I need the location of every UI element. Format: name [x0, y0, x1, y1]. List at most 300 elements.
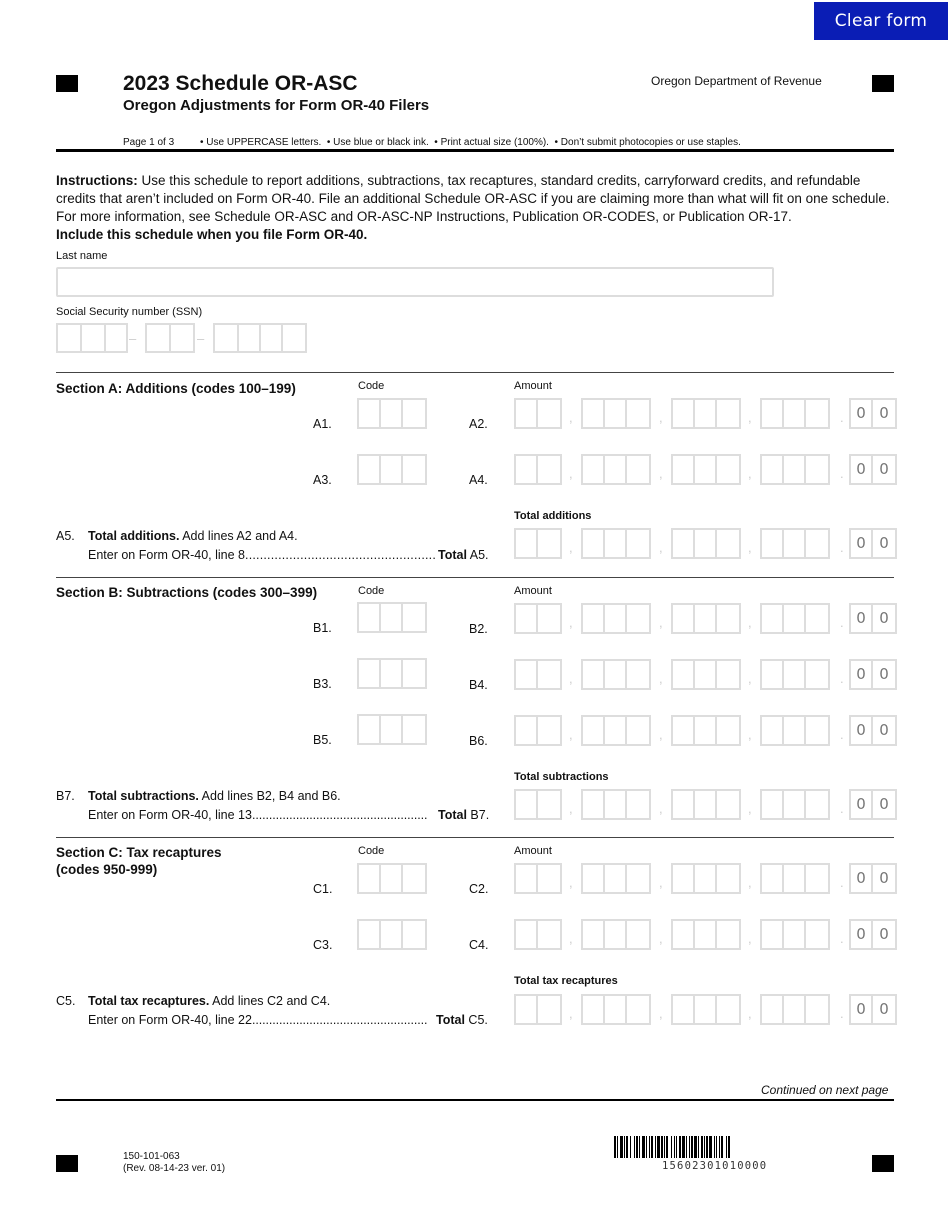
code-digit-cell[interactable] — [359, 400, 381, 427]
cents-digit[interactable]: 0 — [879, 404, 889, 422]
code-digit-cell[interactable] — [403, 400, 425, 427]
amount-digit-cell[interactable] — [717, 865, 739, 892]
amount-digit-cell[interactable] — [627, 717, 649, 744]
amount-digit-cell[interactable] — [605, 605, 627, 632]
amount-billions-group[interactable] — [514, 659, 562, 690]
cents-digit[interactable]: 0 — [851, 717, 873, 744]
amount-digit-cell[interactable] — [583, 400, 605, 427]
amount-digit-cell[interactable] — [695, 996, 717, 1023]
amount-digit-cell[interactable] — [762, 661, 784, 688]
line-c3-label: C3. — [313, 938, 333, 952]
cents-digit[interactable]: 0 — [879, 460, 889, 478]
amount-digit-cell[interactable] — [538, 717, 560, 744]
thousands-separator: , — [569, 1006, 573, 1021]
cents-digit[interactable]: 0 — [879, 665, 889, 683]
ssn-serial-input[interactable] — [213, 323, 307, 353]
instructions-body: Use this schedule to report additions, subtractions, tax recaptures, standard credits, carryforward credits, and refundable credits that aren’t included on Form OR-40. File an additional Schedule OR-ASC if you are claiming more than what will fit on one schedule. For more information, see Schedule OR-ASC and OR-ASC-NP Instructions, Publication OR-CODES, or Publication OR-17. — [56, 173, 890, 224]
line-c4-label: C4. — [469, 938, 489, 952]
line-b7-enter: Enter on Form OR-40, line 13 — [88, 808, 252, 822]
amount-digit-cell[interactable] — [516, 456, 538, 483]
total-word: Total — [438, 548, 467, 562]
amount-digit-cell[interactable] — [583, 605, 605, 632]
amount-digit-cell[interactable] — [762, 605, 784, 632]
amount-digit-cell[interactable] — [538, 530, 560, 557]
amount-digit-cell[interactable] — [605, 400, 627, 427]
amount-digit-cell[interactable] — [784, 661, 806, 688]
decimal-point: . — [840, 540, 844, 555]
amount-digit-cell[interactable] — [806, 456, 828, 483]
amount-digit-cell[interactable] — [538, 865, 560, 892]
amount-thousands-group[interactable] — [671, 659, 741, 690]
amount-digit-cell[interactable] — [583, 661, 605, 688]
amount-digit-cell[interactable] — [806, 605, 828, 632]
amount-hundreds-group[interactable] — [760, 789, 830, 820]
amount-digit-cell[interactable] — [627, 921, 649, 948]
amount-digit-cell[interactable] — [695, 661, 717, 688]
amount-hundreds-group[interactable] — [760, 919, 830, 950]
amount-digit-cell[interactable] — [806, 717, 828, 744]
amount-digit-cell[interactable] — [784, 456, 806, 483]
line-a5-text: Add lines A2 and A4. — [179, 529, 298, 543]
line-b1-label: B1. — [313, 621, 332, 635]
line-a1-label: A1. — [313, 417, 332, 431]
code-digit-cell[interactable] — [359, 456, 381, 483]
amount-digit-cell[interactable] — [605, 791, 627, 818]
amount-digit-cell[interactable] — [605, 456, 627, 483]
amount-digit-cell[interactable] — [673, 996, 695, 1023]
amount-digit-cell[interactable] — [695, 530, 717, 557]
amount-hundreds-group[interactable] — [760, 863, 830, 894]
thousands-separator: , — [748, 1006, 752, 1021]
form-notes: • Use UPPERCASE letters. • Use blue or black ink. • Print actual size (100%). • Don’t submit photocopies or use staples. — [200, 137, 741, 148]
cents-digit[interactable]: 0 — [851, 661, 873, 688]
amount-digit-cell[interactable] — [784, 530, 806, 557]
amount-digit-cell[interactable] — [673, 791, 695, 818]
line-a5-enter: Enter on Form OR-40, line 8 — [88, 548, 246, 562]
last-name-input[interactable] — [56, 267, 774, 297]
amount-digit-cell[interactable] — [583, 865, 605, 892]
amount-digit-cell[interactable] — [695, 456, 717, 483]
amount-millions-group[interactable] — [581, 789, 651, 820]
thousands-separator: , — [569, 727, 573, 742]
amount-digit-cell[interactable] — [806, 921, 828, 948]
amount-hundreds-group[interactable] — [760, 528, 830, 559]
amount-thousands-group[interactable] — [671, 715, 741, 746]
amount-cents-group[interactable] — [849, 863, 897, 894]
amount-digit-cell[interactable] — [583, 456, 605, 483]
amount-digit-cell[interactable] — [695, 605, 717, 632]
line-c5-number: C5. — [56, 994, 76, 1008]
amount-digit-cell[interactable] — [538, 791, 560, 818]
registration-mark — [56, 75, 78, 92]
amount-digit-cell[interactable] — [605, 921, 627, 948]
thousands-separator: , — [659, 875, 663, 890]
line-b7-ref: B7. — [470, 808, 490, 822]
line-b7-text: Add lines B2, B4 and B6. — [198, 789, 341, 803]
amount-digit-cell[interactable] — [784, 717, 806, 744]
cents-digit[interactable]: 0 — [851, 865, 873, 892]
amount-digit-cell[interactable] — [695, 791, 717, 818]
amount-cents-group[interactable] — [849, 528, 897, 559]
amount-digit-cell[interactable] — [583, 791, 605, 818]
amount-cents-group[interactable] — [849, 919, 897, 950]
thousands-separator: , — [748, 540, 752, 555]
amount-billions-group[interactable] — [514, 528, 562, 559]
amount-digit-cell[interactable] — [583, 530, 605, 557]
amount-millions-group[interactable] — [581, 715, 651, 746]
amount-cents-group[interactable] — [849, 659, 897, 690]
line-a5-total-ref — [438, 548, 489, 562]
agency-name: Oregon Department of Revenue — [651, 74, 822, 88]
amount-digit-cell[interactable] — [806, 530, 828, 557]
amount-millions-group[interactable] — [581, 528, 651, 559]
decimal-point: . — [840, 875, 844, 890]
decimal-point: . — [840, 466, 844, 481]
amount-digit-cell[interactable] — [516, 791, 538, 818]
amount-digit-cell[interactable] — [673, 921, 695, 948]
amount-digit-cell[interactable] — [605, 530, 627, 557]
amount-digit-cell[interactable] — [717, 921, 739, 948]
ssn-group-input[interactable] — [145, 323, 195, 353]
amount-digit-cell[interactable] — [806, 791, 828, 818]
code-digit-cell[interactable] — [403, 921, 425, 948]
amount-millions-group[interactable] — [581, 454, 651, 485]
thousands-separator: , — [659, 466, 663, 481]
cents-digit[interactable]: 0 — [851, 456, 873, 483]
total-additions-heading: Total additions — [514, 510, 592, 522]
code-digit-cell[interactable] — [381, 604, 403, 631]
thousands-separator: , — [569, 466, 573, 481]
amount-digit-cell[interactable] — [538, 400, 560, 427]
amount-thousands-group[interactable] — [671, 863, 741, 894]
cents-digit[interactable]: 0 — [879, 721, 889, 739]
decimal-point: . — [840, 931, 844, 946]
amount-digit-cell[interactable] — [673, 400, 695, 427]
ssn-dash: – — [197, 331, 205, 346]
line-a4-label: A4. — [469, 473, 488, 487]
amount-billions-group[interactable] — [514, 789, 562, 820]
amount-thousands-group[interactable] — [671, 398, 741, 429]
amount-digit-cell[interactable] — [516, 530, 538, 557]
amount-hundreds-group[interactable] — [760, 659, 830, 690]
code-digit-cell[interactable] — [403, 456, 425, 483]
line-a5-ref: A5. — [469, 548, 489, 562]
code-digit-cell[interactable] — [359, 865, 381, 892]
amount-digit-cell[interactable] — [605, 996, 627, 1023]
amount-digit-cell[interactable] — [806, 661, 828, 688]
code-digit-cell[interactable] — [359, 604, 381, 631]
thousands-separator: , — [569, 671, 573, 686]
amount-hundreds-group[interactable] — [760, 398, 830, 429]
amount-digit-cell[interactable] — [717, 605, 739, 632]
amount-digit-cell[interactable] — [627, 661, 649, 688]
amount-digit-cell[interactable] — [762, 400, 784, 427]
amount-digit-cell[interactable] — [762, 791, 784, 818]
amount-digit-cell[interactable] — [627, 456, 649, 483]
amount-digit-cell[interactable] — [673, 661, 695, 688]
ssn-dash: – — [129, 331, 137, 346]
amount-digit-cell[interactable] — [695, 921, 717, 948]
line-c2-label: C2. — [469, 882, 489, 896]
line-a3-code-input[interactable] — [357, 454, 427, 485]
line-b1-code-input[interactable] — [357, 602, 427, 633]
amount-digit-cell[interactable] — [673, 717, 695, 744]
thousands-separator: , — [748, 671, 752, 686]
amount-digit-cell[interactable] — [717, 456, 739, 483]
amount-digit-cell[interactable] — [516, 865, 538, 892]
thousands-separator: , — [659, 1006, 663, 1021]
amount-millions-group[interactable] — [581, 659, 651, 690]
amount-digit-cell[interactable] — [673, 456, 695, 483]
amount-column-label: Amount — [514, 380, 552, 392]
amount-digit-cell[interactable] — [627, 791, 649, 818]
amount-millions-group[interactable] — [581, 603, 651, 634]
amount-cents-group[interactable] — [849, 454, 897, 485]
line-c3-code-input[interactable] — [357, 919, 427, 950]
code-digit-cell[interactable] — [359, 660, 381, 687]
amount-digit-cell[interactable] — [784, 605, 806, 632]
page-number: Page 1 of 3 — [123, 137, 175, 148]
code-digit-cell[interactable] — [403, 604, 425, 631]
thousands-separator: , — [659, 540, 663, 555]
amount-digit-cell[interactable] — [516, 996, 538, 1023]
amount-digit-cell[interactable] — [806, 865, 828, 892]
clear-form-button[interactable]: Clear form — [814, 2, 948, 40]
amount-hundreds-group[interactable] — [760, 454, 830, 485]
line-b3-label: B3. — [313, 677, 332, 691]
amount-digit-cell[interactable] — [516, 717, 538, 744]
cents-digit[interactable]: 0 — [879, 534, 889, 552]
amount-digit-cell[interactable] — [784, 400, 806, 427]
amount-billions-group[interactable] — [514, 603, 562, 634]
cents-digit[interactable]: 0 — [879, 1000, 889, 1018]
code-digit-cell[interactable] — [381, 456, 403, 483]
amount-digit-cell[interactable] — [695, 400, 717, 427]
leader-dots: .................................................... — [251, 808, 428, 822]
section-c-title — [56, 844, 222, 878]
amount-billions-group[interactable] — [514, 863, 562, 894]
amount-digit-cell[interactable] — [762, 530, 784, 557]
amount-digit-cell[interactable] — [784, 996, 806, 1023]
line-c5-title: Total tax recaptures. — [88, 994, 210, 1008]
cents-digit[interactable]: 0 — [879, 925, 889, 943]
amount-digit-cell[interactable] — [538, 996, 560, 1023]
header-rule — [56, 149, 894, 152]
line-b7-number: B7. — [56, 789, 75, 803]
last-name-label: Last name — [56, 250, 108, 262]
amount-digit-cell[interactable] — [762, 921, 784, 948]
cents-digit[interactable]: 0 — [851, 921, 873, 948]
amount-digit-cell[interactable] — [538, 456, 560, 483]
code-digit-cell[interactable] — [381, 716, 403, 743]
footer-rule — [56, 1099, 894, 1101]
amount-digit-cell[interactable] — [673, 605, 695, 632]
amount-digit-cell[interactable] — [762, 717, 784, 744]
amount-digit-cell[interactable] — [806, 996, 828, 1023]
amount-digit-cell[interactable] — [695, 865, 717, 892]
cents-digit[interactable]: 0 — [851, 791, 873, 818]
line-b3-code-input[interactable] — [357, 658, 427, 689]
amount-hundreds-group[interactable] — [760, 715, 830, 746]
barcode-number: 15602301010000 — [662, 1160, 768, 1172]
decimal-point: . — [840, 801, 844, 816]
amount-billions-group[interactable] — [514, 994, 562, 1025]
line-b7-title: Total subtractions. — [88, 789, 199, 803]
amount-digit-cell[interactable] — [627, 605, 649, 632]
amount-billions-group[interactable] — [514, 454, 562, 485]
line-a5-title: Total additions. — [88, 529, 180, 543]
section-a-title: Section A: Additions (codes 100–199) — [56, 381, 296, 396]
decimal-point: . — [840, 1006, 844, 1021]
amount-billions-group[interactable] — [514, 919, 562, 950]
amount-cents-group[interactable] — [849, 789, 897, 820]
amount-digit-cell[interactable] — [516, 605, 538, 632]
amount-cents-group[interactable] — [849, 398, 897, 429]
amount-digit-cell[interactable] — [784, 865, 806, 892]
amount-digit-cell[interactable] — [516, 661, 538, 688]
section-c-rule — [56, 837, 894, 838]
barcode — [614, 1136, 826, 1158]
amount-digit-cell[interactable] — [717, 530, 739, 557]
amount-thousands-group[interactable] — [671, 603, 741, 634]
amount-digit-cell[interactable] — [538, 921, 560, 948]
amount-digit-cell[interactable] — [627, 530, 649, 557]
decimal-point: . — [840, 615, 844, 630]
amount-digit-cell[interactable] — [583, 717, 605, 744]
amount-digit-cell[interactable] — [583, 996, 605, 1023]
section-c-title-line2: (codes 950-999) — [56, 862, 158, 877]
amount-billions-group[interactable] — [514, 715, 562, 746]
line-b2-label: B2. — [469, 622, 488, 636]
amount-digit-cell[interactable] — [516, 400, 538, 427]
line-c1-code-input[interactable] — [357, 863, 427, 894]
amount-digit-cell[interactable] — [762, 456, 784, 483]
line-b5-label: B5. — [313, 733, 332, 747]
amount-digit-cell[interactable] — [695, 717, 717, 744]
line-b6-label: B6. — [469, 734, 488, 748]
amount-digit-cell[interactable] — [762, 865, 784, 892]
code-digit-cell[interactable] — [403, 716, 425, 743]
code-digit-cell[interactable] — [381, 921, 403, 948]
code-digit-cell[interactable] — [381, 660, 403, 687]
amount-digit-cell[interactable] — [717, 717, 739, 744]
amount-digit-cell[interactable] — [673, 865, 695, 892]
code-digit-cell[interactable] — [359, 921, 381, 948]
amount-cents-group[interactable] — [849, 715, 897, 746]
thousands-separator: , — [748, 931, 752, 946]
amount-cents-group[interactable] — [849, 603, 897, 634]
amount-hundreds-group[interactable] — [760, 603, 830, 634]
amount-millions-group[interactable] — [581, 863, 651, 894]
line-c1-label: C1. — [313, 882, 333, 896]
line-a3-label: A3. — [313, 473, 332, 487]
thousands-separator: , — [748, 801, 752, 816]
line-a1-code-input[interactable] — [357, 398, 427, 429]
line-a2-label: A2. — [469, 417, 488, 431]
amount-digit-cell[interactable] — [784, 791, 806, 818]
amount-digit-cell[interactable] — [627, 996, 649, 1023]
line-c5-enter: Enter on Form OR-40, line 22 — [88, 1013, 252, 1027]
thousands-separator: , — [569, 615, 573, 630]
instructions — [56, 172, 894, 244]
cents-digit[interactable]: 0 — [851, 530, 873, 557]
cents-digit[interactable]: 0 — [879, 609, 889, 627]
amount-thousands-group[interactable] — [671, 528, 741, 559]
amount-digit-cell[interactable] — [717, 791, 739, 818]
thousands-separator: , — [659, 410, 663, 425]
cents-digit[interactable]: 0 — [879, 869, 889, 887]
amount-digit-cell[interactable] — [605, 865, 627, 892]
code-digit-cell[interactable] — [359, 716, 381, 743]
amount-digit-cell[interactable] — [538, 605, 560, 632]
amount-thousands-group[interactable] — [671, 789, 741, 820]
line-b7-total-ref — [438, 808, 489, 822]
amount-digit-cell[interactable] — [717, 661, 739, 688]
amount-digit-cell[interactable] — [627, 400, 649, 427]
thousands-separator: , — [569, 410, 573, 425]
total-word: Total — [436, 1013, 465, 1027]
amount-millions-group[interactable] — [581, 994, 651, 1025]
code-digit-cell[interactable] — [381, 400, 403, 427]
thousands-separator: , — [748, 727, 752, 742]
amount-thousands-group[interactable] — [671, 994, 741, 1025]
amount-thousands-group[interactable] — [671, 454, 741, 485]
amount-digit-cell[interactable] — [627, 865, 649, 892]
thousands-separator: , — [659, 801, 663, 816]
amount-digit-cell[interactable] — [538, 661, 560, 688]
ssn-area-input[interactable] — [56, 323, 128, 353]
amount-digit-cell[interactable] — [605, 717, 627, 744]
amount-thousands-group[interactable] — [671, 919, 741, 950]
amount-digit-cell[interactable] — [717, 996, 739, 1023]
cents-digit[interactable]: 0 — [879, 795, 889, 813]
continued-note: Continued on next page — [761, 1083, 889, 1097]
cents-digit[interactable]: 0 — [851, 605, 873, 632]
amount-hundreds-group[interactable] — [760, 994, 830, 1025]
code-digit-cell[interactable] — [403, 865, 425, 892]
cents-digit[interactable]: 0 — [851, 400, 873, 427]
amount-millions-group[interactable] — [581, 919, 651, 950]
thousands-separator: , — [569, 875, 573, 890]
leader-dots: .................................................... — [251, 1013, 428, 1027]
amount-digit-cell[interactable] — [762, 996, 784, 1023]
line-c5-text: Add lines C2 and C4. — [209, 994, 331, 1008]
form-subtitle: Oregon Adjustments for Form OR-40 Filers — [123, 97, 430, 114]
thousands-separator: , — [659, 727, 663, 742]
line-b5-code-input[interactable] — [357, 714, 427, 745]
cents-digit[interactable]: 0 — [851, 996, 873, 1023]
instructions-lead: Instructions: — [56, 173, 138, 188]
amount-digit-cell[interactable] — [673, 530, 695, 557]
registration-mark — [872, 1155, 894, 1172]
amount-digit-cell[interactable] — [605, 661, 627, 688]
amount-digit-cell[interactable] — [516, 921, 538, 948]
amount-digit-cell[interactable] — [806, 400, 828, 427]
amount-billions-group[interactable] — [514, 398, 562, 429]
code-column-label: Code — [358, 845, 385, 857]
amount-digit-cell[interactable] — [583, 921, 605, 948]
code-digit-cell[interactable] — [403, 660, 425, 687]
decimal-point: . — [840, 727, 844, 742]
thousands-separator: , — [659, 931, 663, 946]
amount-cents-group[interactable] — [849, 994, 897, 1025]
amount-digit-cell[interactable] — [784, 921, 806, 948]
code-digit-cell[interactable] — [381, 865, 403, 892]
amount-digit-cell[interactable] — [717, 400, 739, 427]
section-b-title: Section B: Subtractions (codes 300–399) — [56, 585, 318, 600]
instructions-include: Include this schedule when you file Form OR-40. — [56, 227, 368, 242]
amount-millions-group[interactable] — [581, 398, 651, 429]
